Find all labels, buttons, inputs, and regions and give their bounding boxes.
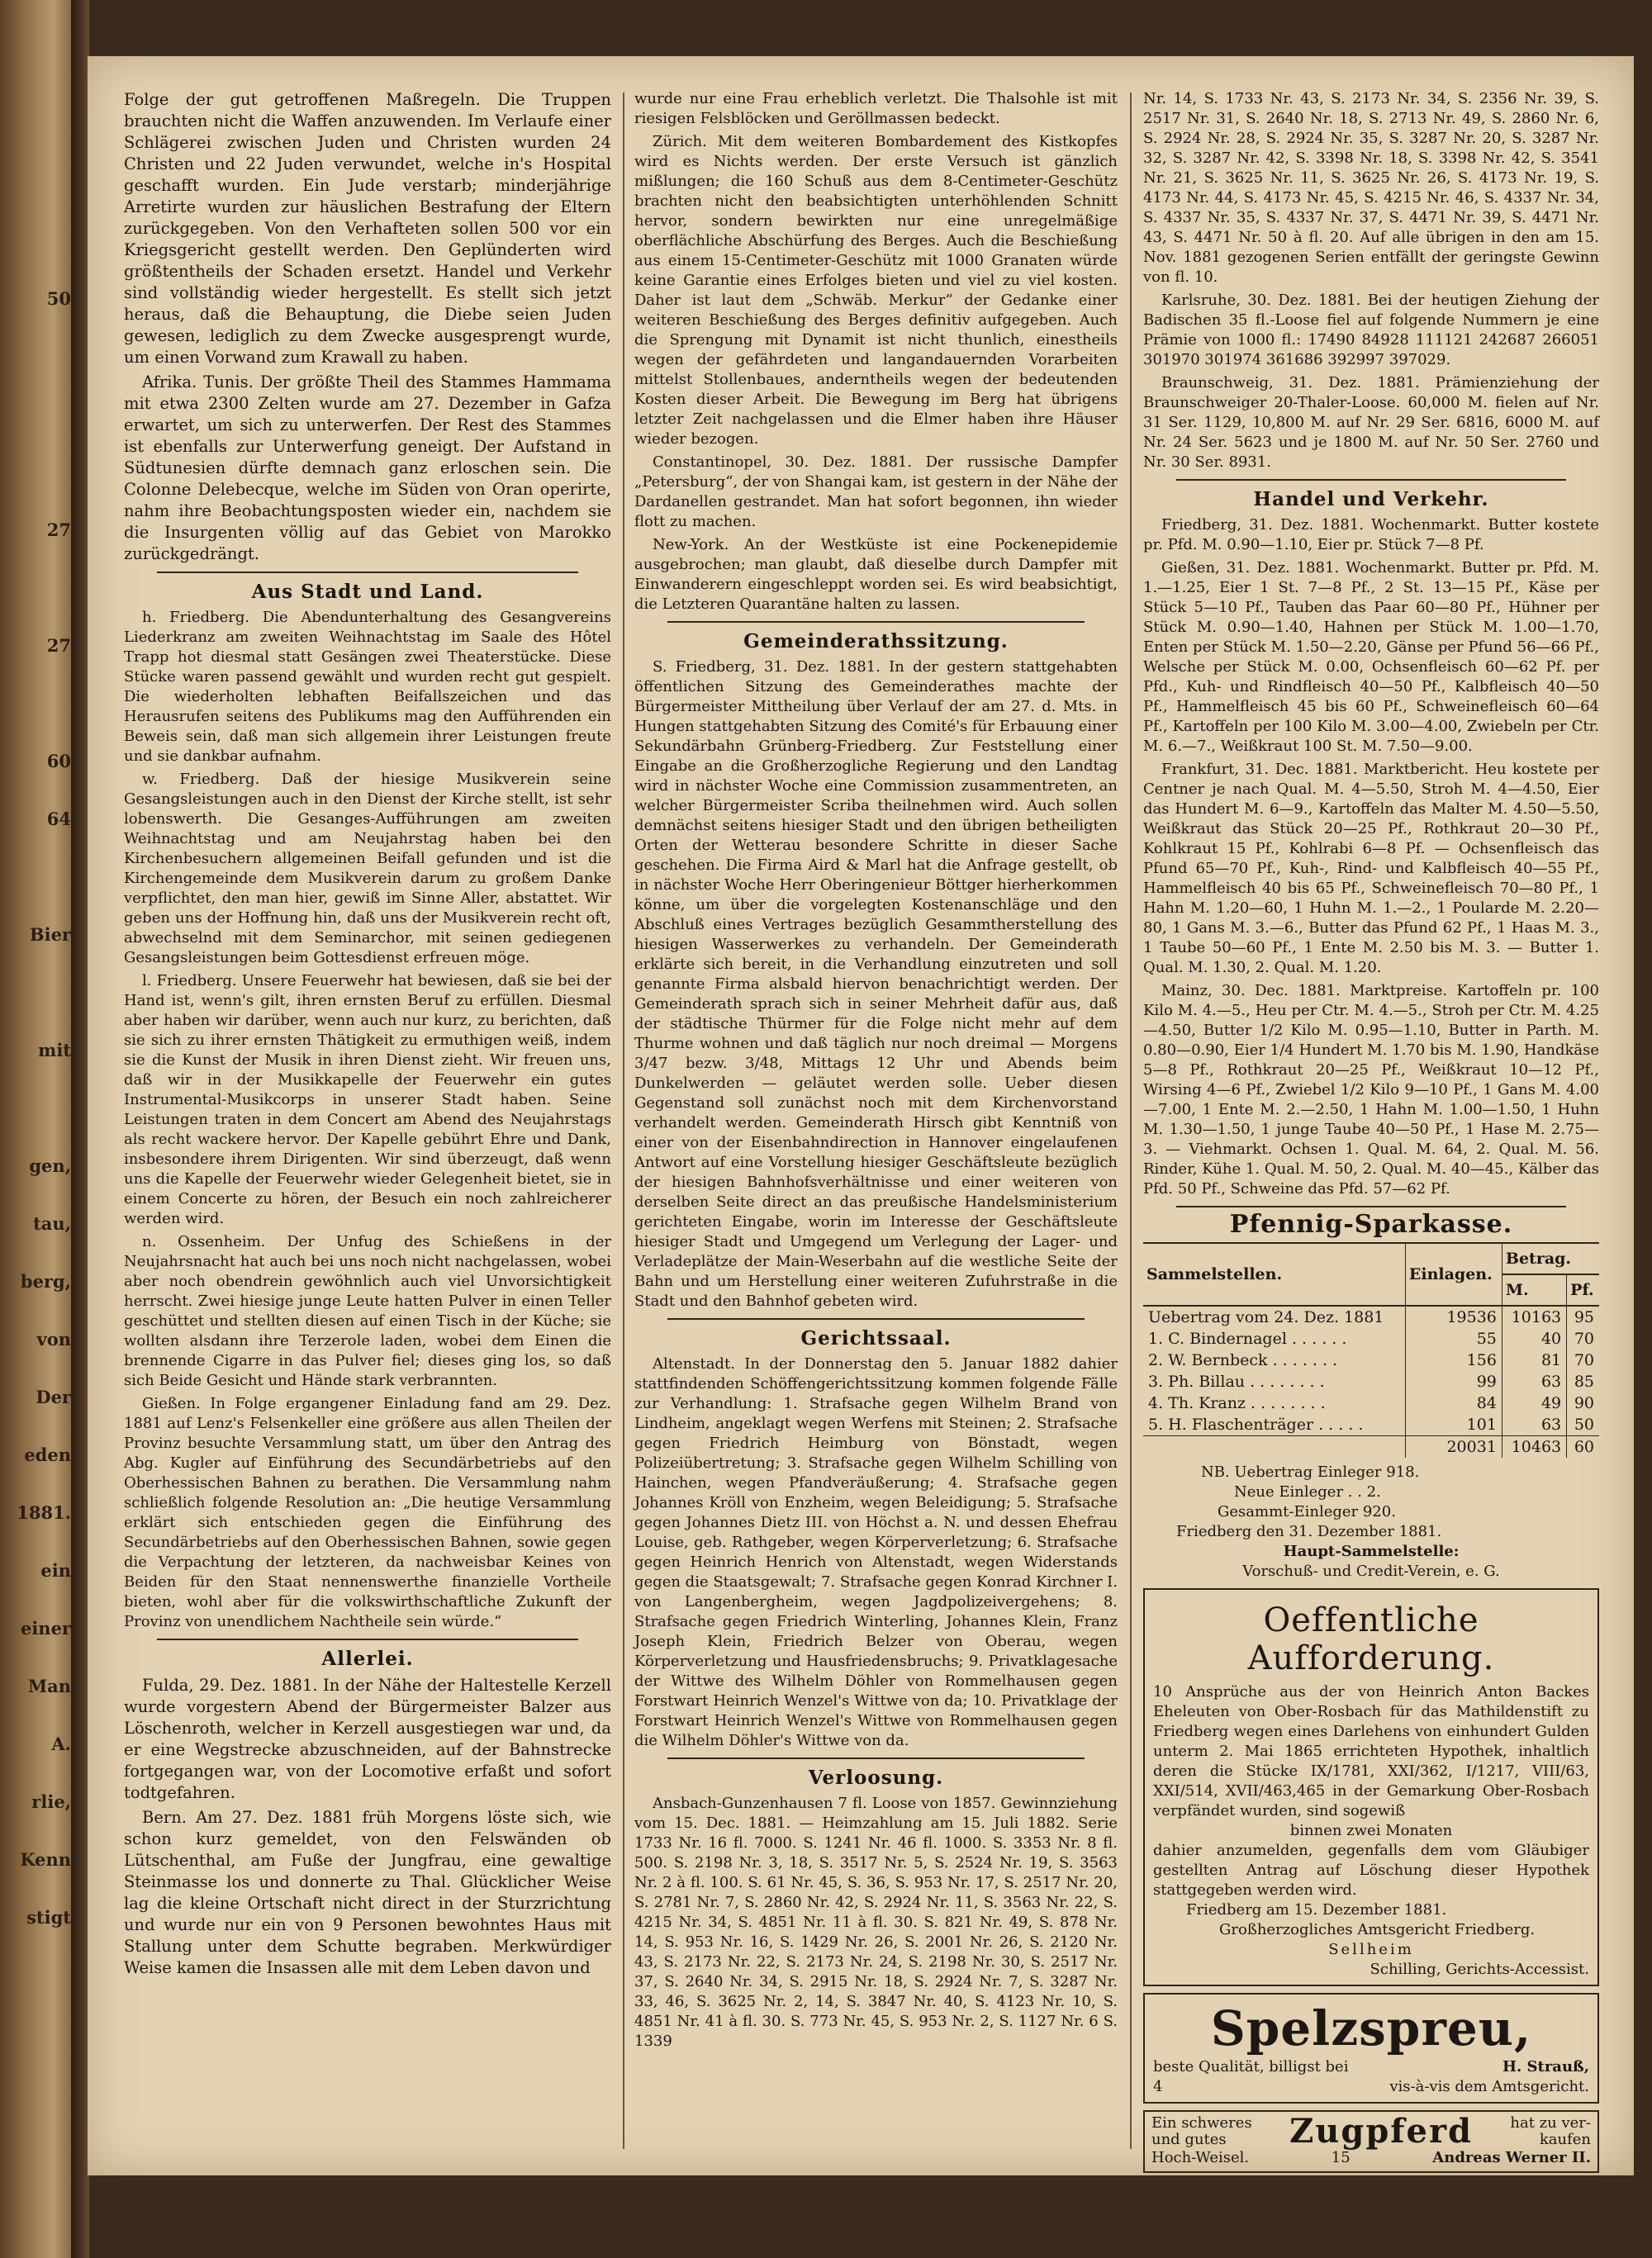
spelzspreu-num: 4	[1153, 2078, 1163, 2095]
section-rule	[157, 1639, 578, 1640]
article-paragraph: Nr. 14, S. 1733 Nr. 43, S. 2173 Nr. 34, S. 2356 Nr. 39, S. 2517 Nr. 31, S. 2640 Nr. 18, S. 2713 Nr. 49, S. 2860 Nr. 6, S. 2924 Nr. 28, S. 2924 Nr. 35, S. 3287 Nr. 20, S. 3287 Nr. 32, S. 3287 Nr. 42, S. 3398 Nr. 18, S. 3398 Nr. 42, S. 3541 Nr. 21, S. 3625 Nr. 11, S. 3625 Nr. 26, S. 4173 Nr. 19, S. 4173 Nr. 44, S. 4173 Nr. 45, S. 4215 Nr. 46, S. 4337 Nr. 34, S. 4337 Nr. 35, S. 4337 Nr. 37, S. 4471 Nr. 39, S. 4471 Nr. 43, S. 4471 Nr. 50 à fl. 20. Auf alle übrigen in den am 15. Nov. 1881 gezogenen Serien entfällt der geringste Gewinn von fl. 10.	[1143, 90, 1599, 286]
sparkasse-cell-pf: 70	[1567, 1350, 1599, 1371]
article-paragraph: Friedberg, 31. Dez. 1881. Wochenmarkt. Butter kostete pr. Pfd. M. 0.90—1.10, Eier pr. Stück 7—8 Pf.	[1143, 516, 1599, 553]
article-paragraph: h. Friedberg. Die Abendunterhaltung des Gesangvereins Liederkranz am zweiten Weihnachtstag im Saale des Hôtel Trapp hot diesmal statt Gesängen zwei Theaterstücke. Diese Stücke waren passend gewählt und wurden recht gut gespielt. Die wiederholten lebhaften Beifallszeichen und das Herausrufen seitens des Publikums mag den Aufführenden ein Beweis sein, daß man sich allgemein ihrer Leistungen freute und sie dankbar aufnahm.	[124, 609, 611, 765]
spelzspreu-firm: H. Strauß,	[1502, 2058, 1589, 2075]
margin-fragment: 1881.	[17, 1502, 71, 1523]
aufforderung-clerk: Schilling, Gerichts-Accessist.	[1370, 1961, 1589, 1978]
sparkasse-cell-name: 3. Ph. Billau . . . . . . . .	[1148, 1373, 1325, 1391]
col-header-m: M.	[1502, 1274, 1566, 1306]
sparkasse-nb1: NB. Uebertrag Einleger 918.	[1201, 1463, 1420, 1481]
newspaper-page	[88, 56, 1634, 2175]
spelzspreu-ad	[1143, 1993, 1599, 2104]
sparkasse-cell-pf: 70	[1567, 1328, 1599, 1350]
margin-fragment: 27	[46, 635, 71, 656]
sparkasse-cell-einlagen: 84	[1405, 1392, 1502, 1414]
margin-fragment: berg,	[20, 1271, 71, 1292]
sparkasse-cell-name: 2. W. Bernbeck . . . . . . .	[1148, 1351, 1338, 1369]
article-paragraph: Zürich. Mit dem weiteren Bombardement des Kistkopfes wird es Nichts werden. Der erste Versuch ist gänzlich mißlungen; die 160 Schuß aus dem 8-Centimeter-Geschütz brachten nicht den beabsichtigten unterhöhlenden Schnitt hervor, sondern bewirkten nur eine unregelmäßige oberflächliche Abschürfung des Berges. Auch die Beschießung aus einem 15-Centimeter-Geschütz mit 1000 Granaten würde keine Garantie eines Erfolges bieten und viel zu viel kosten. Daher ist laut dem „Schwäb. Merkur“ der Gedanke einer weiteren Beschießung des Berges definitiv aufgegeben. Auch die Sprengung mit Dynamit ist nicht thunlich, einestheils wegen der gefährdeten und langandauernden Vorarbeiten mittelst Stollenbaues, anderntheils wegen der bedeutenden Kosten dieser Arbeit. Die Bewegung im Berg hat übrigens letzter Zeit nachgelassen und die Elmer haben ihre Häuser wieder bezogen.	[634, 133, 1118, 448]
aufforderung-title: Oeffentliche Aufforderung.	[1247, 1601, 1495, 1677]
article-paragraph: Afrika. Tunis. Der größte Theil des Stammes Hammama mit etwa 2300 Zelten wurde am 27. Dezember in Gafza erwartet, um sich zu unterwerfen. Der Rest des Stammes ist ebenfalls zur Unterwerfung geneigt. Der Aufstand in Südtunesien dürfte demnach ganz erloschen sein. Die Colonne Delebecque, welche im Süden von Oran operirte, nahm ihre Beobachtungsposten wieder ein, nachdem sie die Insurgenten völlig auf das Gebiet von Marokko zurückgedrängt.	[124, 372, 611, 563]
sparkasse-row	[1143, 1306, 1599, 1328]
column-rule-2	[1130, 93, 1132, 2149]
aufforderung-text: 10 Ansprüche aus der von Heinrich Anton Backes Eheleuten von Ober-Rosbach für das Mathildenstift zu Friedberg wegen eines Darlehens von einhundert Gulden unterm 2. Mai 1865 errichteten Hypothek, inhaltlich deren die Stücke IX/1781, XXI/362, I/1217, VIII/63, XXI/514, XVII/463,465 in der Gemarkung Ober-Rosbach verpfändet wurden, sind sogewiß	[1153, 1683, 1589, 1819]
sum-einlagen: 20031	[1405, 1436, 1502, 1459]
spelzspreu-addr: vis-à-vis dem Amtsgericht.	[1389, 2078, 1589, 2095]
article-paragraph: Karlsruhe, 30. Dez. 1881. Bei der heutigen Ziehung der Badischen 35 fl.-Loose fiel auf folgende Nummern je eine Prämie von 1000 fl.: 17490 84928 111121 242687 266051 301970 301974 361686 392997 397029.	[1143, 292, 1599, 368]
article-paragraph: New-York. An der Westküste ist eine Pockenepidemie ausgebrochen; man glaubt, daß dieselbe durch Dampfer mit Einwanderern eingeschleppt worden sei. Es wird beabsichtigt, die Letzteren Quarantäne halten zu lassen.	[634, 536, 1118, 613]
margin-fragment: 60	[46, 751, 71, 771]
aufforderung-court: Großherzogliches Amtsgericht Friedberg.	[1219, 1921, 1536, 1938]
article-paragraph: n. Ossenheim. Der Unfug des Schießens in der Neujahrsnacht hat auch bei uns noch nicht nachgelassen, wobei aber noch obendrein gewöhnlich auch viel Unvorsichtigkeit herrscht. Zwei hiesige junge Leute hatten Pulver in einen Teller geschüttet und stellten diesen auf einen Tisch in der Küche; sie wollten alsdann ihre Terzerole laden, wobei dem Einen die brennende Cigarre in das Pulver fiel; dieses ging los, so daß sich Beide Gesicht und Hände stark verbrannten.	[124, 1233, 611, 1389]
sparkasse-row	[1143, 1371, 1599, 1392]
sparkasse-cell-einlagen: 99	[1405, 1371, 1502, 1392]
sparkasse-cell-pf: 95	[1567, 1306, 1599, 1328]
sum-m: 10463	[1502, 1436, 1566, 1459]
section-rule	[667, 1318, 1085, 1320]
sum-pf: 60	[1567, 1436, 1599, 1459]
column-rule-1	[623, 93, 624, 2149]
margin-fragment: mit	[38, 1040, 71, 1060]
section-rule	[667, 621, 1085, 623]
sparkasse-row	[1143, 1328, 1599, 1350]
margin-fragment: gen,	[29, 1155, 71, 1176]
sparkasse-nb2: Neue Einleger . . 2.	[1234, 1483, 1381, 1501]
article-paragraph: Braunschweig, 31. Dez. 1881. Prämienziehung der Braunschweiger 20-Thaler-Loose. 60,000 M. fielen auf Nr. 31 Ser. 1129, 10,800 M. auf Nr. 29 Ser. 6816, 6000 M. auf Nr. 24 Ser. 5623 und je 1800 M. auf Nr. 50 Ser. 2760 und Nr. 30 Ser. 8931.	[1143, 374, 1599, 471]
sparkasse-cell-einlagen: 55	[1405, 1328, 1502, 1350]
sparkasse-row	[1143, 1414, 1599, 1436]
article-paragraph: Constantinopel, 30. Dez. 1881. Der russische Dampfer „Petersburg“, der von Shangai kam, ist gestern in der Nähe der Dardanellen gestrandet. Man hat sofort begonnen, ihn wieder flott zu machen.	[634, 453, 1118, 530]
article-paragraph: Mainz, 30. Dec. 1881. Marktpreise. Kartoffeln pr. 100 Kilo M. 4.—5., Heu per Ctr. M. 4.—5., Stroh per Ctr. M. 4.25—4.50, Butter 1/2 Kilo M. 0.95—1.10, Butter in Parth. M. 0.80—0.90, Eier 1/4 Hundert M. 1.70 bis M. 1.90, Handkäse 5—8 Pf., Rothkraut 20—25 Pf., Weißkraut 10—12 Pf., Wirsing 4—6 Pf., Zwiebel 1/2 Kilo 9—10 Pf., 1 Gans M. 4.00—7.00, 1 Ente M. 2.—2.50, 1 Hahn M. 1.00—1.50, 1 Huhn M. 1.30—1.50, 1 junge Taube 40—50 Pf., 1 Hase M. 2.75—3. — Viehmarkt. Ochsen 1. Qual. M. 64, 2. Qual. M. 56. Rinder, Kühe 1. Qual. M. 50, 2. Qual. M. 40—45., Kälber das Pfd. 50 Pf., Schweine das Pfd. 57—62 Pf.	[1143, 982, 1599, 1198]
article-paragraph: Frankfurt, 31. Dec. 1881. Marktbericht. Heu kostete per Centner je nach Qual. M. 4—5.50, Stroh M. 4—4.50, Eier das Hundert M. 6—9., Kartoffeln das Malter M. 4.50—5.50, Weißkraut das Stück 20—25 Pf., Rothkraut 20—30 Pf., Kohlkraut 15 Pf., Kohlrabi 6—8 Pf. — Ochsenfleisch das Pfund 65—70 Pf., Kuh-, Rind- und Kalbfleisch 40—55 Pf., Hammelfleisch 40 bis 65 Pf., Schweinefleisch 70—80 Pf., 1 Hahn M. 1.20—60, 1 Huhn M. 1.—2., 1 Poularde M. 2.20—80, 1 Gans M. 3.—6., Butter das Pfund 62 Pf., 1 Haas M. 3., 1 Taube 50—60 Pf., 1 Ente M. 2.50 bis M. 3. — Butter 1. Qual. M. 1.30, 2. Qual. M. 1.20.	[1143, 761, 1599, 976]
sparkasse-cell-name: Uebertrag vom 24. Dez. 1881	[1148, 1308, 1384, 1326]
sparkasse-cell-m: 40	[1502, 1328, 1566, 1350]
zugpferd-num: 15	[1331, 2149, 1351, 2166]
sparkasse-sum-row	[1143, 1436, 1599, 1459]
sparkasse-cell-m: 10163	[1502, 1306, 1566, 1328]
column-2	[634, 89, 1118, 2055]
sparkasse-cell-m: 49	[1502, 1392, 1566, 1414]
sparkasse-title: Pfennig-Sparkasse.	[1229, 1210, 1513, 1239]
col-header-pf: Pf.	[1567, 1274, 1599, 1306]
spelzspreu-title: Spelzspreu,	[1210, 2000, 1532, 2056]
margin-fragment: 64	[46, 809, 71, 829]
margin-fragment: stigt	[26, 1907, 71, 1928]
margin-fragment: rlie,	[31, 1791, 71, 1812]
zugpferd-left1: Ein schweres	[1151, 2114, 1252, 2132]
zugpferd-place: Hoch-Weisel.	[1151, 2149, 1250, 2166]
section-rule	[157, 572, 578, 573]
sparkasse-cell-name: 5. H. Flaschenträger . . . . .	[1148, 1416, 1364, 1434]
aufforderung-date: Friedberg am 15. Dezember 1881.	[1186, 1901, 1447, 1919]
margin-fragment: ein	[40, 1560, 71, 1581]
sparkasse-table	[1143, 1242, 1599, 1458]
column-1	[124, 89, 611, 1982]
sparkasse-cell-pf: 50	[1567, 1414, 1599, 1436]
margin-fragment: Kenn	[20, 1849, 71, 1870]
margin-fragment: einer	[20, 1618, 71, 1639]
sparkasse-nb3: Gesammt-Einleger 920.	[1218, 1503, 1396, 1520]
previous-page-edge	[0, 0, 76, 2258]
article-paragraph: S. Friedberg, 31. Dez. 1881. In der gestern stattgehabten öffentlichen Sitzung des Gemeinderathes machte der Bürgermeister Mittheilung über Verlauf der am 27. d. Mts. in Hungen stattgehabten Sitzung des Comité's für Erbauung einer Sekundärbahn Grünberg-Friedberg. Zur Feststellung einer Eingabe an die Großherzogliche Regierung und den Landtag wird in nächster Woche eine Commission zusammentreten, an welcher Bürgermeister Scriba theilnehmen wird. Auch sollen demnächst seitens hiesiger Stadt und den übrigen betheiligten Orten der Wetterau besondere Schritte in dieser Sache geschehen. Die Firma Aird & Marl hat die Anfrage gestellt, ob in nächster Woche Herr Oberingenieur Böttger hierherkommen könne, um über die vorgelegten Kostenanschläge und den Abschluß eines Vertrages bezüglich Gesammtherstellung des hiesigen Wasserwerkes zu verhandeln. Der Gemeinderath erklärte sich bereit, in die Verhandlung einzutreten und soll genannte Firma alsbald hiervon benachrichtigt werden. Der Gemeinderath sprach sich in seiner Mehrheit dafür aus, daß der städtische Thürmer für die Folge nicht mehr auf dem Thurme wohnen und daß täglich nur noch dreimal — Morgens 3/47 bezw. 3/48, Mittags 12 Uhr und Abends beim Dunkelwerden — geläutet werden solle. Ueber diesen Gegenstand soll zunächst noch mit dem Kirchenvorstand verhandelt werden. Gemeinderath Hirsch gibt Kenntniß von einer von der Eisenbahndirection in Hannover eingelaufenen Antwort auf eine Vorstellung hiesiger Geschäftsleute bezüglich der hiesigen Bahnhofsverhältnisse und einer weiteren von derselben Seite direct an das preußische Handelsministerium gerichteten Eingabe, worin im Interesse der Geschäftsleute hiesiger Stadt und Umgegend um Verlegung der Lager- und Verladeplätze der Main-Weserbahn auf die westliche Seite der Bahn und um Herstellung einer weiteren Zufuhrstraße in die Stadt und den Bahnhof gebeten wird.	[634, 658, 1118, 1310]
sparkasse-cell-einlagen: 156	[1405, 1350, 1502, 1371]
heading-gemeinderathssitzung: Gemeinderathssitzung.	[743, 630, 1009, 652]
sparkasse-date: Friedberg den 31. Dezember 1881.	[1176, 1523, 1442, 1540]
sparkasse-verein: Vorschuß- und Credit-Verein, e. G.	[1242, 1563, 1500, 1580]
zugpferd-ad	[1143, 2110, 1599, 2173]
sparkasse-cell-pf: 85	[1567, 1371, 1599, 1392]
heading-gerichtssaal: Gerichtssaal.	[800, 1327, 952, 1350]
article-paragraph: Ansbach-Gunzenhausen 7 fl. Loose von 1857. Gewinnziehung vom 15. Dec. 1881. — Heimzahlung am 15. Juli 1882. Serie 1733 Nr. 16 fl. 7000. S. 1241 Nr. 46 fl. 1000. S. 3353 Nr. 8 fl. 500. S. 2198 Nr. 3, 18, S. 3517 Nr. 5, S. 2524 Nr. 19, S. 3563 Nr. 2 à fl. 100. S. 61 Nr. 45, S. 36, S. 953 Nr. 17, S. 2517 Nr. 20, S. 2781 Nr. 7, S. 2860 Nr. 42, S. 2924 Nr. 11, S. 3563 Nr. 22, S. 4215 Nr. 34, S. 4851 Nr. 11 à fl. 30. S. 821 Nr. 49, S. 878 Nr. 14, S. 953 Nr. 16, S. 1429 Nr. 26, S. 2001 Nr. 26, S. 2120 Nr. 43, S. 2173 Nr. 22, S. 2173 Nr. 24, S. 2198 Nr. 30, S. 2517 Nr. 37, S. 2640 Nr. 34, S. 2915 Nr. 18, S. 2924 Nr. 7, S. 3287 Nr. 33, 46, S. 3625 Nr. 2, 14, S. 3847 Nr. 40, S. 4123 Nr. 10, S. 4851 Nr. 41 à fl. 30. S. 773 Nr. 45, S. 953 Nr. 2, S. 1127 Nr. 6 S. 1339	[634, 1795, 1118, 2050]
col-header-sammelstellen: Sammelstellen.	[1143, 1243, 1405, 1306]
zugpferd-left2: und gutes	[1151, 2131, 1227, 2148]
sparkasse-row	[1143, 1392, 1599, 1414]
zugpferd-title: Zugpferd	[1289, 2112, 1473, 2151]
sparkasse-row	[1143, 1350, 1599, 1371]
heading-allerlei: Allerlei.	[321, 1648, 414, 1670]
sparkasse-haupt: Haupt-Sammelstelle:	[1283, 1543, 1460, 1560]
column-3	[1143, 89, 1599, 2173]
sparkasse-cell-einlagen: 101	[1405, 1414, 1502, 1436]
article-paragraph: l. Friedberg. Unsere Feuerwehr hat bewiesen, daß sie bei der Hand ist, wenn's gilt, ihren ernsten Beruf zu erfüllen. Diesmal aber haben wir darüber, wenn auch nur kurz, zu berichten, daß sie sich zu ihrer ernsten Thätigkeit zu ermuthigen weiß, indem sie die Kunst der Musik in ihren Dienst zieht. Wir freuen uns, daß wir in der Musikkapelle der Feuerwehr ein gutes Instrumental-Musikcorps in unserer Stadt haben. Seine Leistungen traten in dem Concert am Abend des Neujahrstags als recht wackere hervor. Der Kapelle gebührt Ehre und Dank, insbesondere ihrem Dirigenten. Wir sind überzeugt, daß wenn uns die Kapelle der Feuerwehr wieder Gelegenheit bietet, sie in einem Concerte zu hören, der Besuch ein noch zahlreicherer werden wird.	[124, 972, 611, 1227]
article-paragraph: w. Friedberg. Daß der hiesige Musikverein seine Gesangsleistungen auch in den Dienst der Kirche stellt, ist sehr lobenswerth. Die Gesanges-Aufführungen am zweiten Weihnachtstag und am Neujahrstag haben bei den Kirchenbesuchern allgemeinen Beifall gefunden und ist die Kirchengemeinde dem Musikverein darum zu großem Danke verpflichtet, den man hier, gewiß im Sinne Aller, abstattet. Wir geben uns der Hoffnung hin, daß uns der Musikverein recht oft, abwechselnd mit dem Seminarchor, mit seinen gediegenen Gesangsleistungen beim Gottesdienst erfreuen möge.	[124, 771, 611, 966]
article-paragraph: wurde nur eine Frau erheblich verletzt. Die Thalsohle ist mit riesigen Felsblöcken und Geröllmassen bedeckt.	[634, 90, 1118, 127]
sparkasse-cell-m: 63	[1502, 1414, 1566, 1436]
margin-fragment: eden	[24, 1444, 71, 1465]
sparkasse-cell-name: 1. C. Bindernagel . . . . . .	[1148, 1330, 1347, 1348]
col-header-einlagen: Einlagen.	[1405, 1243, 1502, 1306]
section-rule	[1176, 479, 1566, 481]
article-paragraph: Altenstadt. In der Donnerstag den 5. Januar 1882 dahier stattfindenden Schöffengerichtssitzung kommen folgende Fälle zur Verhandlung: 1. Strafsache gegen Wilhelm Brand von Lindheim, angeklagt wegen Werfens mit Steinen; 2. Strafsache gegen Friedrich Heimburg von Bönstadt, wegen Polizeiübertretung; 3. Strafsache gegen Wilhelm Schilling von Hainchen, wegen Pfandveräußerung; 4. Strafsache gegen Johannes Kröll von Enzheim, wegen Beleidigung; 5. Strafsache gegen Johannes Dietz III. von Höchst a. N. und dessen Ehefrau Louise, geb. Rathgeber, wegen Körperverletzung; 6. Strafsache gegen Heinrich Henrich von Altenstadt, wegen Widerstands gegen die Staatsgewalt; 7. Strafsache gegen Konrad Kirchner I. von Langenbergheim, wegen Jagdpolizeivergehens; 8. Strafsache gegen Friedrich Winterling, Johannes Klein, Franz Joseph Klein, Friedrich Belzer von Oberau, wegen Körperverletzung und Hausfriedensbruchs; 9. Privatklagesache der Wittwe des Wilhelm Döhler von Rommelhausen gegen Forstwart Heinrich Wenzel's Wittwe von da; 10. Privatklage der Forstwart Heinrich Wenzel's Wittwe von Rommelhausen gegen die Wilhelm Döhler's Wittwe von da.	[634, 1355, 1118, 1749]
zugpferd-right1: hat zu ver-	[1510, 2114, 1591, 2132]
margin-fragment: 27	[46, 519, 71, 540]
aufforderung-judge: Sellheim	[1328, 1941, 1414, 1958]
aufforderung-box	[1143, 1588, 1599, 1986]
margin-fragment: 50	[46, 288, 71, 309]
aufforderung-frist: binnen zwei Monaten	[1289, 1822, 1453, 1839]
zugpferd-right2: kaufen	[1539, 2131, 1591, 2148]
spelzspreu-line: beste Qualität, billigst bei	[1153, 2058, 1349, 2075]
section-rule	[1176, 1206, 1566, 1207]
sparkasse-cell-pf: 90	[1567, 1392, 1599, 1414]
article-paragraph: Gießen. In Folge ergangener Einladung fand am 29. Dez. 1881 auf Lenz's Felsenkeller eine größere aus allen Theilen der Provinz besuchte Versammlung statt, um über den Antrag des Abg. Kugler auf Einführung des Secundärbetriebs auf den Oberhessischen Bahnen zu berathen. Die Versammlung nahm schließlich folgende Resolution an: „Die heutige Versammlung erklärt sich entschieden gegen die Einführung des Secundärbetriebs auf den Oberhessischen Bahnen, sowie gegen die Verpachtung der letzteren, da nachweisbar Keines von Beiden für den Staat nennenswerthe finanzielle Vortheile bieten, wohl aber für die volkswirthschaftliche Zukunft der Provinz von unendlichem Nachtheile sein würde.“	[124, 1395, 611, 1630]
zugpferd-name: Andreas Werner II.	[1432, 2149, 1591, 2166]
sparkasse-cell-einlagen: 19536	[1405, 1306, 1502, 1328]
margin-fragment: Man	[27, 1676, 71, 1696]
sparkasse-cell-m: 63	[1502, 1371, 1566, 1392]
margin-fragment: von	[36, 1329, 71, 1350]
article-paragraph: Fulda, 29. Dez. 1881. In der Nähe der Haltestelle Kerzell wurde vorgestern Abend der Bürgermeister Balzer aus Löschenroth, welcher in Kerzell ausgestiegen war und, da er eine Wegstrecke abzuschneiden, auf der Bahnstrecke fortgegangen war, von der Locomotive erfaßt und sofort todtgefahren.	[124, 1676, 611, 1802]
sparkasse-cell-name: 4. Th. Kranz . . . . . . . .	[1148, 1394, 1326, 1412]
section-rule	[667, 1758, 1085, 1759]
article-paragraph: Folge der gut getroffenen Maßregeln. Die Truppen brauchten nicht die Waffen anzuwenden. Im Verlaufe einer Schlägerei zwischen Juden und Christen wurden 24 Christen und 22 Juden verwundet, welche in's Hospital geschafft wurden. Ein Jude verstarb; minderjährige Arretirte wurden zur häuslichen Bestrafung der Eltern zurückgegeben. Von den Verhafteten sollen 500 vor ein Kriegsgericht gestellt werden. Den Geplünderten wird größtentheils der Schaden ersetzt. Handel und Verkehr sind vollständig wieder hergestellt. Es stellt sich jetzt heraus, daß die Behauptung, die Diebe seien Juden gewesen, lediglich zu dem Zwecke ausgesprengt wurde, um einen Vorwand zum Krawall zu haben.	[124, 90, 611, 367]
heading-verloosung: Verloosung.	[808, 1767, 944, 1789]
book-gutter	[71, 0, 89, 2258]
article-paragraph: Bern. Am 27. Dez. 1881 früh Morgens löste sich, wie schon kurz gemeldet, von den Felswänden ob Lütschenthal, am Fuße der Jungfrau, eine gewaltige Steinmasse los und donnerte zu Thal. Glücklicher Weise lag die kleine Ortschaft nicht direct in der Sturzrichtung und wurde nur ein von 9 Personen bewohntes Haus mit Stallung unter dem Schutte begraben. Merkwürdiger Weise kamen die Insassen alle mit dem Leben davon und	[124, 1808, 611, 1977]
col-header-betrag: Betrag.	[1502, 1243, 1599, 1274]
article-paragraph: Gießen, 31. Dez. 1881. Wochenmarkt. Butter pr. Pfd. M. 1.—1.25, Eier 1 St. 7—8 Pf., 2 St. 13—15 Pf., Käse per Stück 5—10 Pf., Tauben das Paar 60—80 Pf., Hühner per Stück M. 0.90—1.40, Hahnen per Stück M. 1.00—1.70, Enten per Stück M. 1.50—2.20, Gänse per Pfund 56—66 Pf., Welsche per Stück M. 0.00, Ochsenfleisch 60—62 Pf. per Pfd., Kuh- und Rindfleisch 40—50 Pf., Kalbfleisch 40—50 Pf., Hammelfleisch 45 bis 60 Pf., Schweinefleisch 60—64 Pf., Kartoffeln per 100 Kilo M. 3.00—4.00, Zwiebeln per Ctr. M. 6.—7., Weißkraut 100 St. M. 7.50—9.00.	[1143, 559, 1599, 755]
margin-fragment: Der	[36, 1387, 71, 1407]
sparkasse-cell-m: 81	[1502, 1350, 1566, 1371]
margin-fragment: A.	[51, 1734, 71, 1754]
heading-aus-stadt-und-land: Aus Stadt und Land.	[251, 581, 484, 603]
heading-handel-und-verkehr: Handel und Verkehr.	[1253, 488, 1489, 510]
aufforderung-text2: dahier anzumelden, gegenfalls dem vom Gläubiger gestellten Antrag auf Löschung dieser Hypothek stattgegeben werden wird.	[1153, 1842, 1589, 1899]
margin-fragment: Bier	[29, 924, 71, 945]
margin-fragment: tau,	[33, 1213, 71, 1234]
